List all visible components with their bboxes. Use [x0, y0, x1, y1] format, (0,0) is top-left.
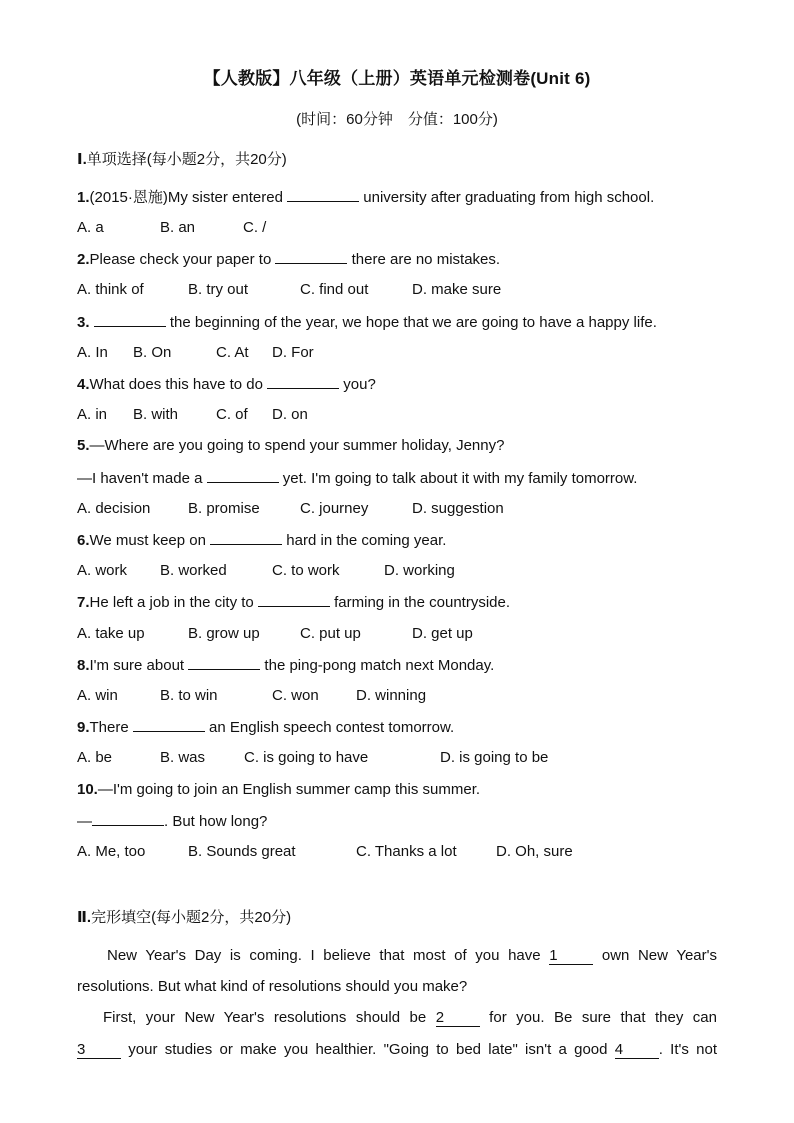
option-c: C. Thanks a lot	[356, 843, 457, 860]
question-text: an English speech contest tomorrow.	[204, 719, 455, 736]
option-b: B. promise	[188, 500, 260, 517]
option-b: B. was	[160, 749, 206, 766]
question-number: 3.	[77, 314, 90, 331]
answer-blank[interactable]	[258, 592, 330, 607]
cloze-text: First, your New Year's resolutions should be	[103, 1009, 436, 1026]
answer-blank[interactable]	[133, 717, 205, 732]
option-a: A. In	[77, 344, 108, 361]
question-8	[77, 655, 494, 676]
question-text: We must keep on	[89, 532, 211, 549]
question-text: farming in the countryside.	[329, 594, 511, 611]
cloze-blank-4[interactable]: 4	[615, 1042, 659, 1059]
cloze-blank-2[interactable]: 2	[436, 1010, 480, 1027]
question-text: —	[77, 813, 92, 830]
question-text: the beginning of the year, we hope that we are going to have a happy life.	[165, 314, 657, 331]
answer-blank[interactable]	[210, 530, 282, 545]
option-b: B. to win	[160, 687, 218, 704]
option-b: B. grow up	[188, 625, 260, 642]
option-b: B. an	[160, 219, 196, 236]
section-2-heading	[77, 908, 291, 928]
question-text: —Where are you going to spend your summer holiday, Jenny?	[89, 437, 505, 454]
question-text: He left a job in the city to	[89, 594, 258, 611]
option-d: D. For	[272, 344, 314, 361]
question-number: 1.	[77, 189, 90, 206]
question-number: 9.	[77, 719, 90, 736]
question-10	[77, 780, 480, 800]
question-text: you?	[339, 376, 376, 393]
answer-blank[interactable]	[275, 249, 347, 264]
question-1	[77, 187, 654, 208]
question-number: 5.	[77, 437, 90, 454]
option-c: C. At	[216, 344, 249, 361]
answer-blank[interactable]	[188, 655, 260, 670]
option-a: A. in	[77, 406, 108, 423]
cloze-paragraph-1-line-1	[77, 946, 717, 966]
question-5-reply	[77, 468, 637, 489]
answer-blank[interactable]	[92, 811, 164, 826]
option-a: A. work	[77, 562, 128, 579]
question-text: Please check your paper to	[89, 251, 276, 268]
question-text: —I haven't made a	[77, 470, 207, 487]
question-number: 10.	[77, 781, 98, 798]
option-a: A. be	[77, 749, 113, 766]
page-subtitle: (时间：60分钟 分值：100分)	[296, 111, 498, 128]
question-text: There	[89, 719, 133, 736]
option-a: A. Me, too	[77, 843, 146, 860]
question-text: hard in the coming year.	[282, 532, 447, 549]
section-1-label: 单项选择(每小题2分，共20分)	[86, 151, 287, 168]
question-number: 8.	[77, 657, 90, 674]
question-text: (2015·恩施)My sister entered	[89, 189, 288, 206]
question-7	[77, 592, 510, 613]
question-number: 2.	[77, 251, 90, 268]
cloze-text: . It's not	[658, 1041, 717, 1058]
option-d: D. make sure	[412, 281, 502, 298]
option-a: A. a	[77, 219, 104, 236]
option-a: A. think of	[77, 281, 144, 298]
option-c: C. find out	[300, 281, 369, 298]
option-b: B. Sounds great	[188, 843, 296, 860]
question-3	[77, 312, 657, 333]
answer-blank[interactable]	[207, 468, 279, 483]
cloze-paragraph-2-line-2	[77, 1040, 717, 1060]
option-d: D. get up	[412, 625, 473, 642]
option-d: D. suggestion	[412, 500, 504, 517]
cloze-text: New Year's Day is coming. I believe that most of you have	[107, 947, 550, 964]
option-b: B. On	[133, 344, 172, 361]
question-number: 4.	[77, 376, 90, 393]
question-number: 7.	[77, 594, 90, 611]
option-c: C. /	[243, 219, 267, 236]
question-text: the ping-pong match next Monday.	[260, 657, 495, 674]
option-d: D. Oh, sure	[496, 843, 573, 860]
question-10-reply	[77, 811, 267, 832]
section-1-numeral: Ⅰ.	[77, 151, 87, 168]
option-a: A. win	[77, 687, 118, 704]
question-4	[77, 374, 376, 395]
question-text: —I'm going to join an English summer camp this summer.	[97, 781, 481, 798]
option-c: C. of	[216, 406, 248, 423]
cloze-text: for you. Be sure that they can	[479, 1009, 717, 1026]
option-c: C. to work	[272, 562, 340, 579]
section-2-label: 完形填空(每小题2分，共20分)	[91, 909, 292, 926]
option-d: D. is going to be	[440, 749, 549, 766]
question-5	[77, 436, 504, 456]
answer-blank[interactable]	[287, 187, 359, 202]
option-d: D. working	[384, 562, 455, 579]
cloze-blank-1[interactable]: 1	[549, 948, 593, 965]
section-1-heading	[77, 150, 287, 170]
option-c: C. put up	[300, 625, 361, 642]
question-text: yet. I'm going to talk about it with my family tomorrow.	[278, 470, 638, 487]
question-9	[77, 717, 454, 738]
question-text: there are no mistakes.	[347, 251, 501, 268]
section-2-numeral: Ⅱ.	[77, 909, 92, 926]
option-d: D. on	[272, 406, 308, 423]
option-a: A. take up	[77, 625, 145, 642]
question-6	[77, 530, 446, 551]
question-text: What does this have to do	[89, 376, 268, 393]
cloze-text: own New Year's	[593, 947, 717, 964]
question-text: I'm sure about	[89, 657, 189, 674]
question-number: 6.	[77, 532, 90, 549]
option-c: C. won	[272, 687, 319, 704]
cloze-text: your studies or make you healthier. "Going to bed late" isn't a good	[121, 1041, 615, 1058]
question-text: university after graduating from high school.	[359, 189, 655, 206]
option-d: D. winning	[356, 687, 427, 704]
option-c: C. journey	[300, 500, 369, 517]
answer-blank[interactable]	[94, 312, 166, 327]
option-c: C. is going to have	[244, 749, 369, 766]
cloze-paragraph-1-line-2: resolutions. But what kind of resolutions should you make?	[77, 978, 468, 995]
answer-blank[interactable]	[267, 374, 339, 389]
option-b: B. try out	[188, 281, 249, 298]
option-a: A. decision	[77, 500, 151, 517]
option-b: B. worked	[160, 562, 227, 579]
page-title: 【人教版】八年级（上册）英语单元检测卷(Unit 6)	[203, 69, 591, 88]
option-b: B. with	[133, 406, 179, 423]
question-2	[77, 249, 500, 270]
cloze-paragraph-2-line-1	[77, 1008, 717, 1028]
question-text: . But how long?	[164, 813, 268, 830]
cloze-blank-3[interactable]: 3	[77, 1042, 121, 1059]
